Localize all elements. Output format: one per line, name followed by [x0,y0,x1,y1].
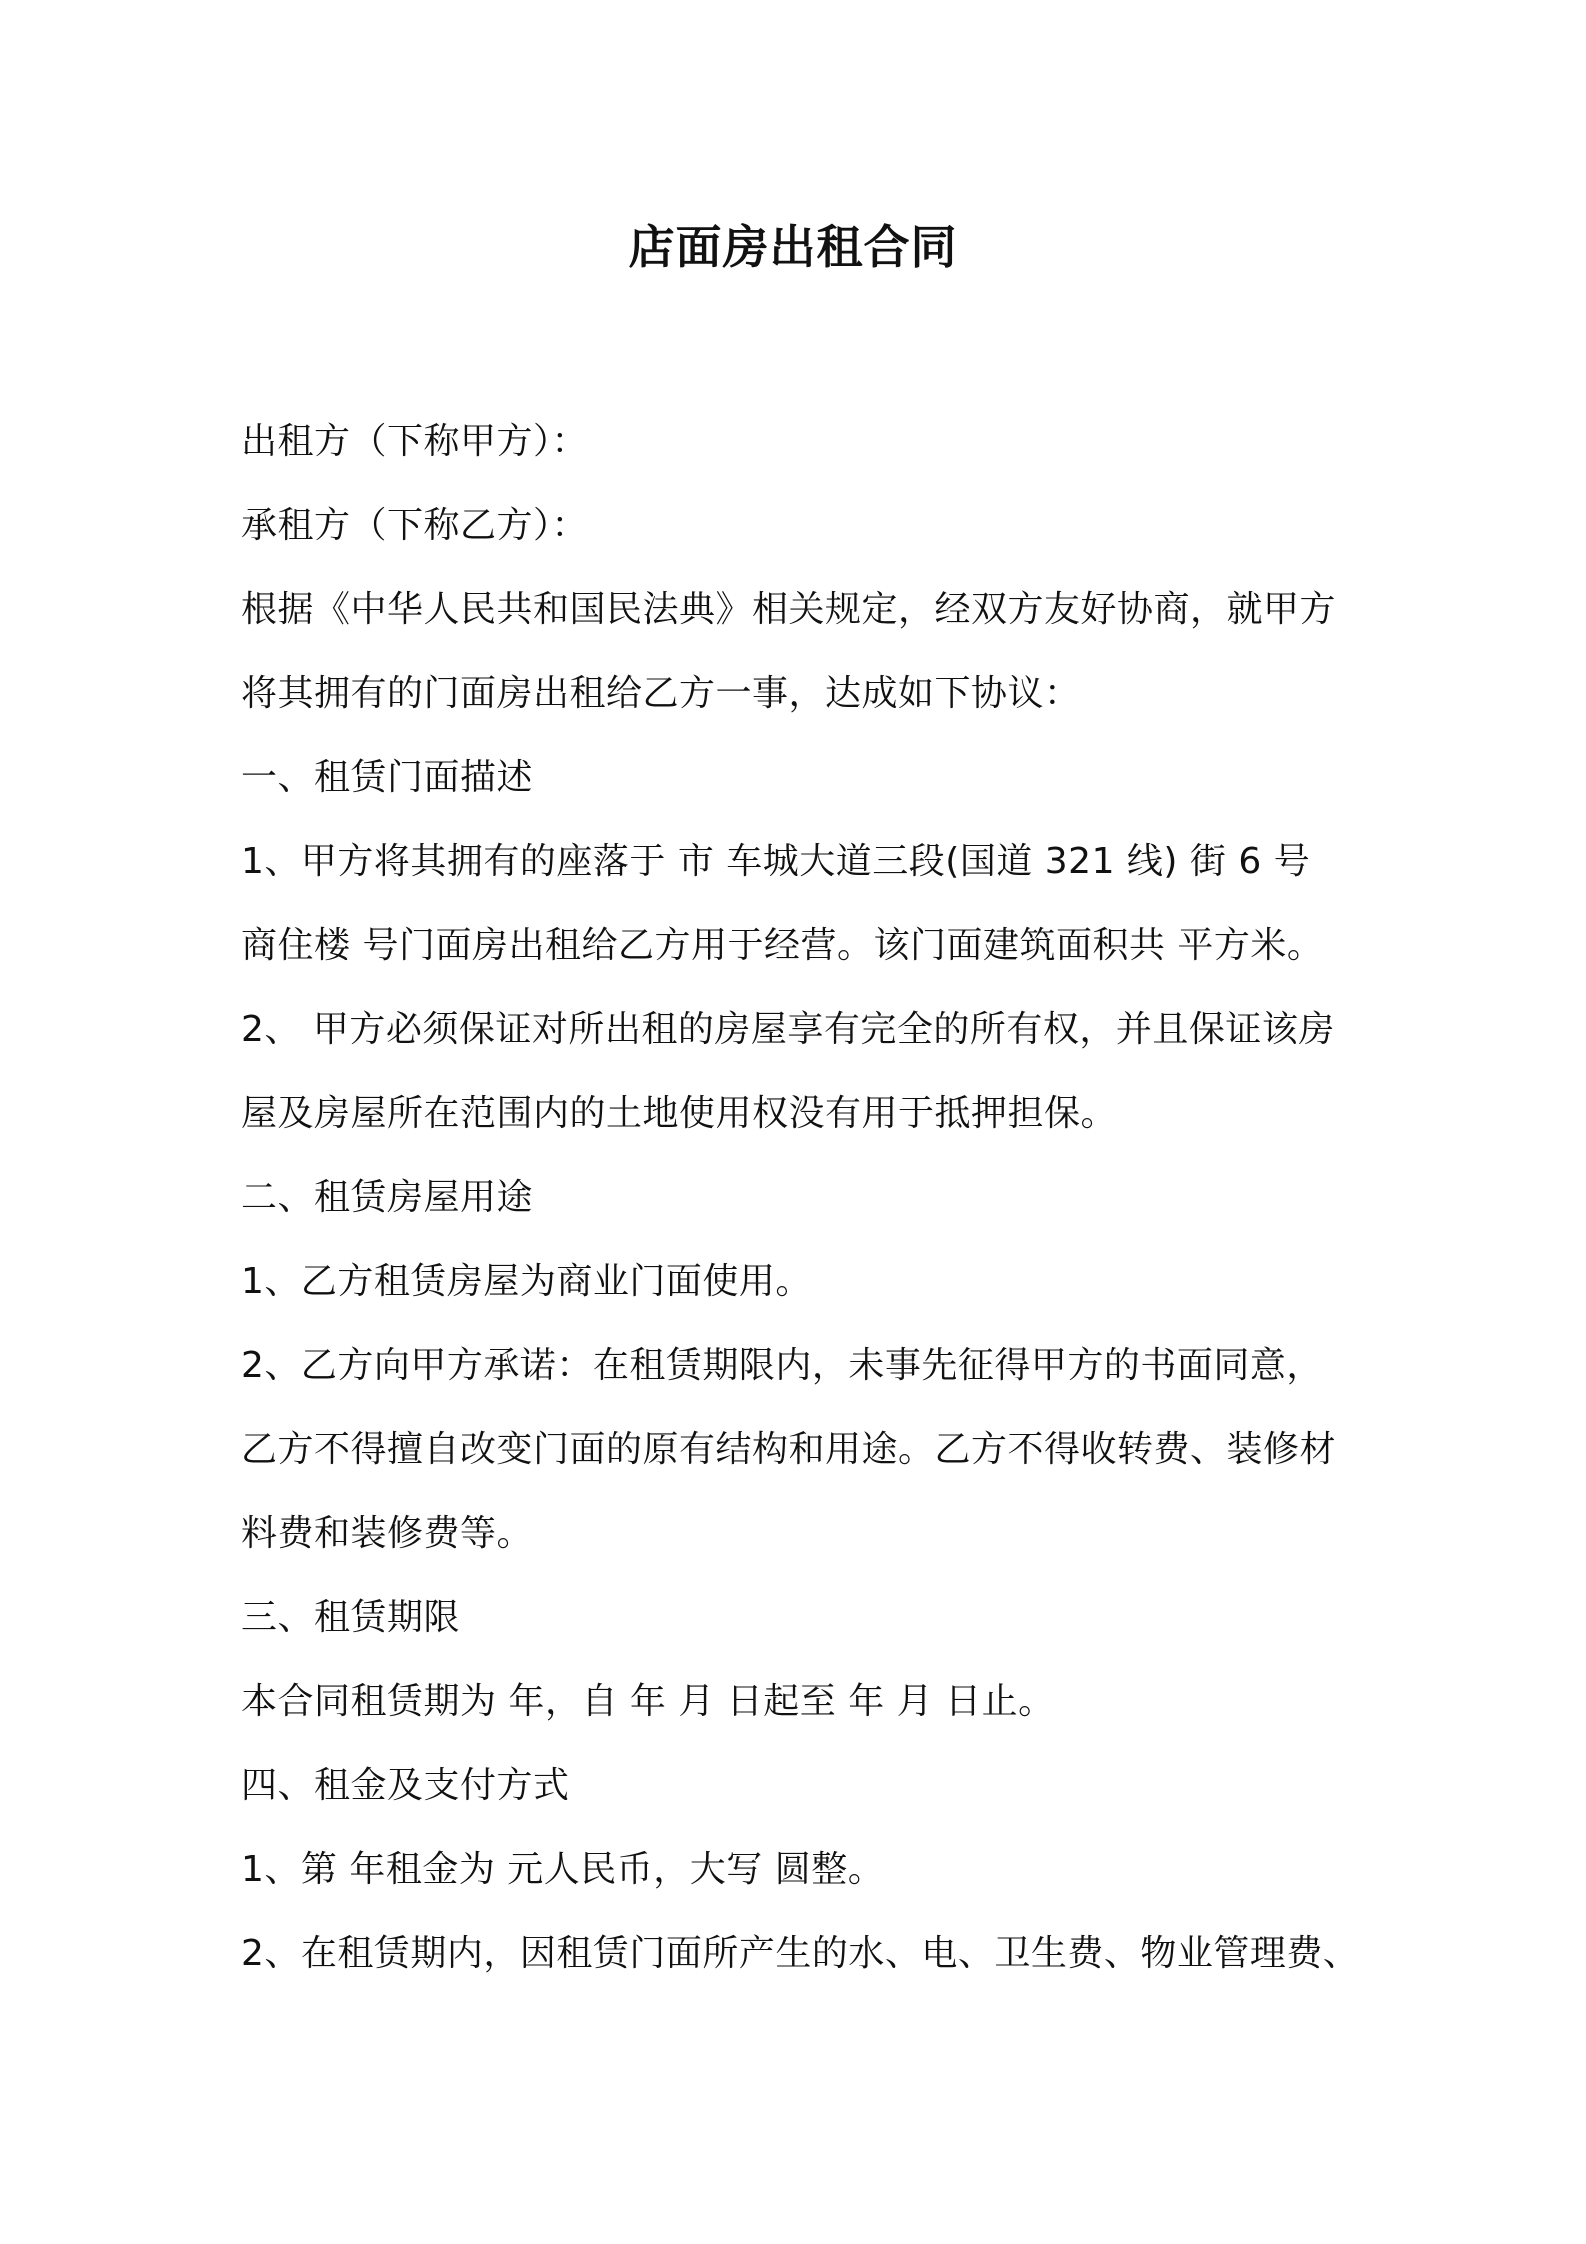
clause-2-1: 1、乙方租赁房屋为商业门面使用。 [241,1261,812,1302]
clause-1-1-b: 商住楼 号门面房出租给乙方用于经营。该门面建筑面积共 平方米。 [241,925,1324,966]
clause-2-2-b: 乙方不得擅自改变门面的原有结构和用途。乙方不得收转费、装修材 [241,1429,1337,1470]
contract-body [241,400,1381,1996]
line-lessor: 出租方（下称甲方）： [241,421,589,462]
clause-2-2-c: 料费和装修费等。 [241,1513,534,1554]
line-preamble-2: 将其拥有的门面房出租给乙方一事，达成如下协议： [241,673,1081,714]
line-lessee: 承租方（下称乙方）： [241,505,589,546]
clause-2-2-a: 2、乙方向甲方承诺：在租赁期限内，未事先征得甲方的书面同意， [241,1345,1323,1386]
document-title: 店面房出租合同 [628,220,958,274]
line-preamble-1: 根据《中华人民共和国民法典》相关规定，经双方友好协商，就甲方 [241,589,1337,630]
section-heading-3: 三、租赁期限 [241,1597,461,1638]
clause-3-term: 本合同租赁期为 年，自 年 月 日起至 年 月 日止。 [241,1681,1055,1722]
clause-4-1: 1、第 年租金为 元人民币，大写 圆整。 [241,1849,885,1890]
section-heading-4: 四、租金及支付方式 [241,1765,570,1806]
clause-4-2: 2、在租赁期内，因租赁门面所产生的水、电、卫生费、物业管理费、 [241,1933,1360,1974]
clause-1-2-b: 屋及房屋所在范围内的土地使用权没有用于抵押担保。 [241,1093,1118,1134]
clause-1-1-a: 1、甲方将其拥有的座落于 市 车城大道三段(国道 321 线) 街 6 号 [241,841,1311,882]
clause-1-2-a: 2、 甲方必须保证对所出租的房屋享有完全的所有权，并且保证该房 [241,1009,1335,1050]
section-heading-2: 二、租赁房屋用途 [241,1177,534,1218]
section-heading-1: 一、租赁门面描述 [241,757,534,798]
